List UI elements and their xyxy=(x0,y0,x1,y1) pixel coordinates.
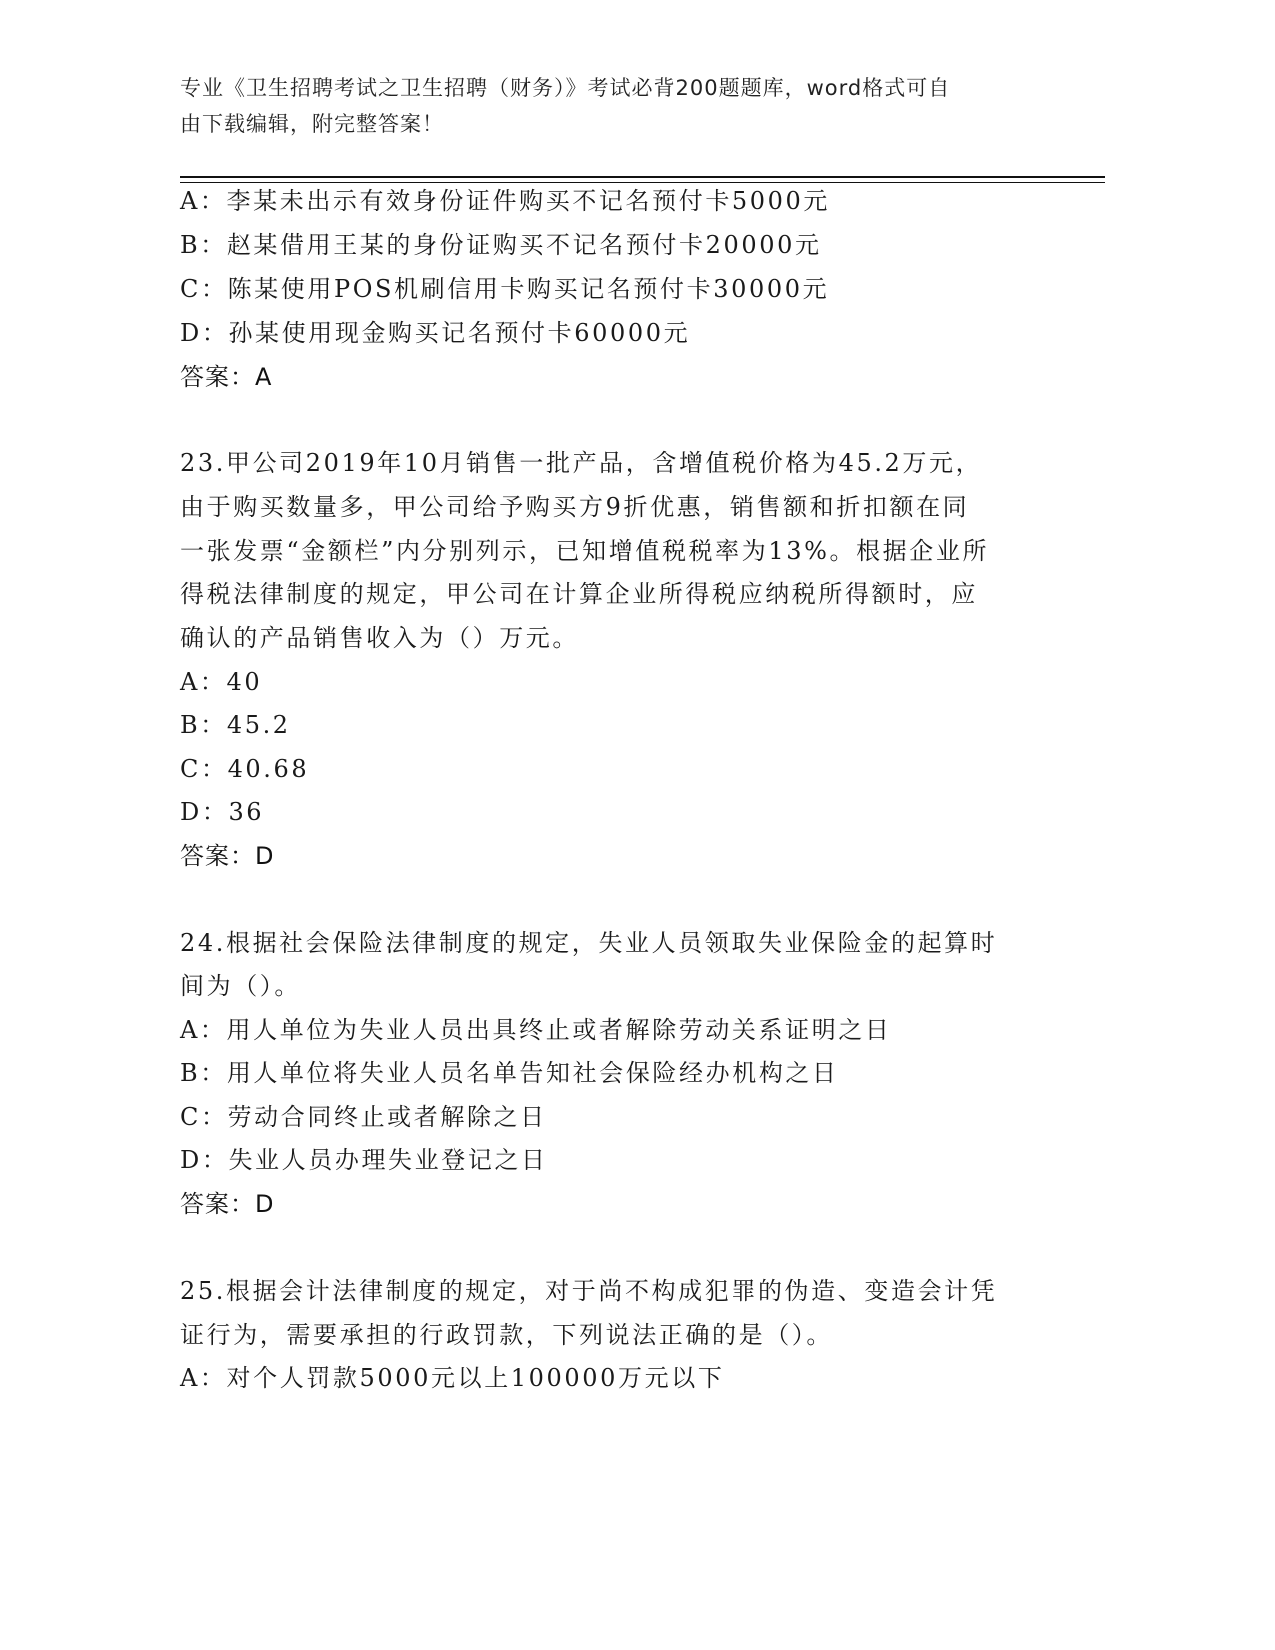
q23-stem-line-1: 23.甲公司2019年10月销售一批产品，含增值税价格为45.2万元， xyxy=(180,449,983,477)
document-header xyxy=(180,70,1040,142)
q22-option-a: A：李某未出示有效身份证件购买不记名预付卡5000元 xyxy=(180,187,831,215)
q24-option-d: D：失业人员办理失业登记之日 xyxy=(180,1146,548,1174)
q22-option-b: B：赵某借用王某的身份证购买不记名预付卡20000元 xyxy=(180,231,822,259)
q22-answer: 答案：A xyxy=(180,363,273,391)
q24-stem-line-2: 间为（）。 xyxy=(180,972,301,1000)
q25-stem-line-2: 证行为，需要承担的行政罚款，下列说法正确的是（）。 xyxy=(180,1321,833,1349)
header-line-2: 由下载编辑，附完整答案！ xyxy=(180,112,444,136)
q24-option-b: B：用人单位将失业人员名单告知社会保险经办机构之日 xyxy=(180,1059,839,1087)
q23-answer: 答案：D xyxy=(180,842,275,870)
q23-stem-line-4: 得税法律制度的规定，甲公司在计算企业所得税应纳税所得额时，应 xyxy=(180,580,978,608)
q25-stem-line-1: 25.根据会计法律制度的规定，对于尚不构成犯罪的伪造、变造会计凭 xyxy=(180,1277,998,1305)
q23-option-a: A：40 xyxy=(180,668,263,696)
q24-option-a: A：用人单位为失业人员出具终止或者解除劳动关系证明之日 xyxy=(180,1016,892,1044)
header-divider-thick xyxy=(180,176,1105,178)
q25-option-a: A：对个人罚款5000元以上100000万元以下 xyxy=(180,1364,725,1392)
q23-option-b: B：45.2 xyxy=(180,711,291,739)
q23-option-c: C：40.68 xyxy=(180,755,310,783)
q23-option-d: D：36 xyxy=(180,798,265,826)
q23-stem-line-3: 一张发票“金额栏”内分别列示，已知增值税税率为13%。根据企业所 xyxy=(180,537,990,565)
header-divider-thin xyxy=(180,182,1105,183)
q23-stem-line-2: 由于购买数量多，甲公司给予购买方9折优惠，销售额和折扣额在同 xyxy=(180,493,970,521)
q24-option-c: C：劳动合同终止或者解除之日 xyxy=(180,1103,547,1131)
header-line-1: 专业《卫生招聘考试之卫生招聘（财务）》考试必背200题题库，word格式可自 xyxy=(180,76,951,100)
q24-stem-line-1: 24.根据社会保险法律制度的规定，失业人员领取失业保险金的起算时 xyxy=(180,929,998,957)
q22-option-d: D：孙某使用现金购买记名预付卡60000元 xyxy=(180,319,691,347)
q24-answer: 答案：D xyxy=(180,1190,275,1218)
q23-stem-line-5: 确认的产品销售收入为（）万元。 xyxy=(180,624,579,652)
q22-option-c: C：陈某使用POS机刷信用卡购买记名预付卡30000元 xyxy=(180,275,830,303)
